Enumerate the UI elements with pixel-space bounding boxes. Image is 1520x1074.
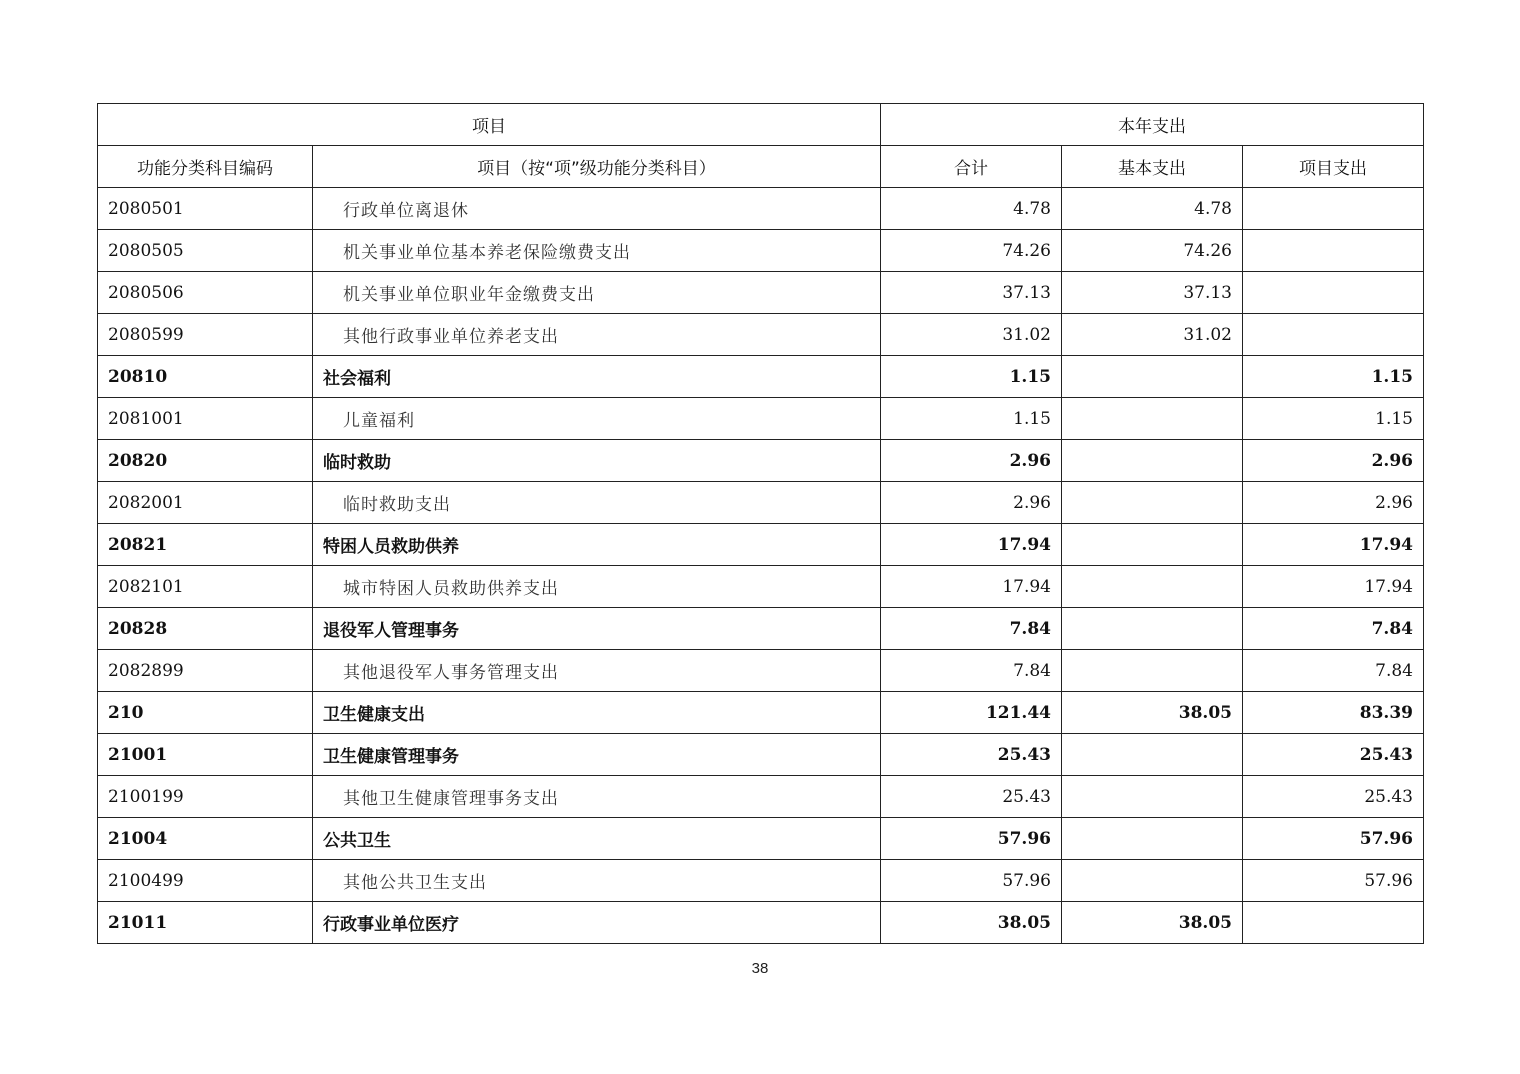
- cell-project: [1243, 272, 1424, 314]
- cell-name: 机关事业单位基本养老保险缴费支出: [313, 230, 881, 272]
- table-row: [98, 608, 1424, 650]
- cell-project: 83.39: [1243, 692, 1424, 734]
- cell-code: 21004: [98, 818, 313, 860]
- cell-code: 20828: [98, 608, 313, 650]
- cell-total: 17.94: [881, 566, 1062, 608]
- cell-basic: 4.78: [1062, 188, 1243, 230]
- cell-name: 其他公共卫生支出: [313, 860, 881, 902]
- cell-project: 25.43: [1243, 734, 1424, 776]
- cell-basic: 38.05: [1062, 692, 1243, 734]
- table-row: [98, 272, 1424, 314]
- cell-name: 机关事业单位职业年金缴费支出: [313, 272, 881, 314]
- cell-total: 17.94: [881, 524, 1062, 566]
- cell-total: 2.96: [881, 482, 1062, 524]
- cell-code: 20820: [98, 440, 313, 482]
- table-row: [98, 314, 1424, 356]
- header-code: 功能分类科目编码: [98, 146, 313, 188]
- cell-code: 2082001: [98, 482, 313, 524]
- expenditure-table: [97, 103, 1424, 944]
- cell-code: 2082899: [98, 650, 313, 692]
- table-row: [98, 230, 1424, 272]
- cell-project: 57.96: [1243, 860, 1424, 902]
- cell-project: 7.84: [1243, 608, 1424, 650]
- cell-project: 17.94: [1243, 524, 1424, 566]
- cell-total: 25.43: [881, 776, 1062, 818]
- cell-code: 21001: [98, 734, 313, 776]
- cell-basic: [1062, 566, 1243, 608]
- cell-total: 57.96: [881, 818, 1062, 860]
- cell-name: 行政单位离退休: [313, 188, 881, 230]
- cell-code: 2100499: [98, 860, 313, 902]
- cell-project: 25.43: [1243, 776, 1424, 818]
- cell-name: 城市特困人员救助供养支出: [313, 566, 881, 608]
- cell-project: 2.96: [1243, 440, 1424, 482]
- cell-basic: [1062, 356, 1243, 398]
- cell-name: 儿童福利: [313, 398, 881, 440]
- table-row: [98, 692, 1424, 734]
- cell-project: 2.96: [1243, 482, 1424, 524]
- header-total: 合计: [881, 146, 1062, 188]
- cell-name: 临时救助: [313, 440, 881, 482]
- table-row: [98, 566, 1424, 608]
- cell-basic: 31.02: [1062, 314, 1243, 356]
- cell-basic: [1062, 524, 1243, 566]
- cell-total: 74.26: [881, 230, 1062, 272]
- cell-code: 2100199: [98, 776, 313, 818]
- cell-name: 其他行政事业单位养老支出: [313, 314, 881, 356]
- cell-name: 公共卫生: [313, 818, 881, 860]
- header-name: 项目（按“项”级功能分类科目）: [313, 146, 881, 188]
- cell-name: 行政事业单位医疗: [313, 902, 881, 944]
- cell-basic: 38.05: [1062, 902, 1243, 944]
- cell-name: 卫生健康管理事务: [313, 734, 881, 776]
- column-header-row: [98, 146, 1424, 188]
- cell-project: [1243, 314, 1424, 356]
- cell-basic: [1062, 860, 1243, 902]
- cell-code: 21011: [98, 902, 313, 944]
- cell-basic: [1062, 440, 1243, 482]
- table-row: [98, 482, 1424, 524]
- cell-basic: [1062, 734, 1243, 776]
- cell-name: 其他退役军人事务管理支出: [313, 650, 881, 692]
- cell-total: 4.78: [881, 188, 1062, 230]
- table-row: [98, 734, 1424, 776]
- table-body: [98, 188, 1424, 944]
- table-row: [98, 356, 1424, 398]
- table-row: [98, 524, 1424, 566]
- cell-code: 20821: [98, 524, 313, 566]
- cell-project: [1243, 230, 1424, 272]
- cell-code: 2080599: [98, 314, 313, 356]
- cell-name: 其他卫生健康管理事务支出: [313, 776, 881, 818]
- page-number: 38: [751, 960, 769, 977]
- cell-total: 57.96: [881, 860, 1062, 902]
- table-row: [98, 860, 1424, 902]
- cell-basic: [1062, 650, 1243, 692]
- cell-project: [1243, 188, 1424, 230]
- cell-total: 1.15: [881, 398, 1062, 440]
- cell-total: 7.84: [881, 650, 1062, 692]
- cell-name: 退役军人管理事务: [313, 608, 881, 650]
- cell-project: 1.15: [1243, 398, 1424, 440]
- table-row: [98, 776, 1424, 818]
- cell-total: 121.44: [881, 692, 1062, 734]
- table-row: [98, 818, 1424, 860]
- cell-total: 38.05: [881, 902, 1062, 944]
- cell-total: 37.13: [881, 272, 1062, 314]
- cell-name: 卫生健康支出: [313, 692, 881, 734]
- header-project: 项目支出: [1243, 146, 1424, 188]
- cell-code: 2080505: [98, 230, 313, 272]
- cell-name: 特困人员救助供养: [313, 524, 881, 566]
- cell-project: 7.84: [1243, 650, 1424, 692]
- header-expense-group: 本年支出: [881, 104, 1424, 146]
- cell-code: 2081001: [98, 398, 313, 440]
- cell-total: 31.02: [881, 314, 1062, 356]
- cell-basic: [1062, 398, 1243, 440]
- table-row: [98, 398, 1424, 440]
- header-item-group: 项目: [98, 104, 881, 146]
- cell-code: 2080506: [98, 272, 313, 314]
- cell-basic: [1062, 776, 1243, 818]
- table-row: [98, 188, 1424, 230]
- cell-total: 2.96: [881, 440, 1062, 482]
- table-row: [98, 650, 1424, 692]
- header-basic: 基本支出: [1062, 146, 1243, 188]
- cell-basic: 74.26: [1062, 230, 1243, 272]
- cell-code: 2082101: [98, 566, 313, 608]
- cell-code: 2080501: [98, 188, 313, 230]
- cell-project: 1.15: [1243, 356, 1424, 398]
- table-row: [98, 440, 1424, 482]
- cell-total: 1.15: [881, 356, 1062, 398]
- cell-basic: 37.13: [1062, 272, 1243, 314]
- cell-basic: [1062, 818, 1243, 860]
- cell-basic: [1062, 608, 1243, 650]
- cell-name: 临时救助支出: [313, 482, 881, 524]
- cell-name: 社会福利: [313, 356, 881, 398]
- cell-code: 210: [98, 692, 313, 734]
- cell-project: [1243, 902, 1424, 944]
- cell-basic: [1062, 482, 1243, 524]
- cell-project: 17.94: [1243, 566, 1424, 608]
- group-header-row: [98, 104, 1424, 146]
- cell-project: 57.96: [1243, 818, 1424, 860]
- cell-total: 25.43: [881, 734, 1062, 776]
- table-row: [98, 902, 1424, 944]
- cell-total: 7.84: [881, 608, 1062, 650]
- cell-code: 20810: [98, 356, 313, 398]
